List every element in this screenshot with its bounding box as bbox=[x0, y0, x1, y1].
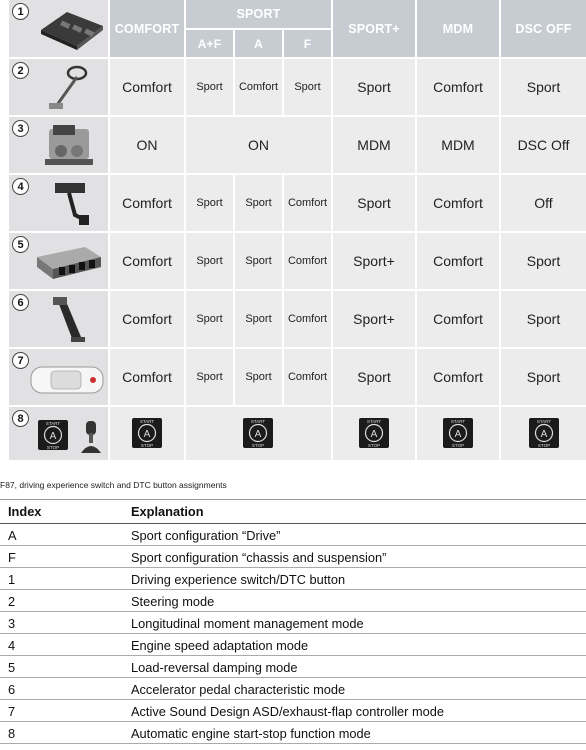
row-7-dsc-off: Sport bbox=[501, 349, 586, 405]
start-stop-letter: A bbox=[454, 429, 462, 440]
row-index: 7 bbox=[8, 704, 16, 719]
row-6-comfort: Comfort bbox=[110, 291, 184, 347]
row-6-sport-a: Sport bbox=[235, 291, 282, 347]
row-5-dsc-off: Sport bbox=[501, 233, 586, 289]
row-2-mdm: Comfort bbox=[417, 59, 499, 115]
dsc-unit-picture bbox=[37, 123, 99, 169]
row-index: 1 bbox=[8, 572, 16, 587]
row-2-sport-plus: Sport bbox=[333, 59, 415, 115]
start-stop-letter: A bbox=[540, 429, 548, 440]
row-6-mdm: Comfort bbox=[417, 291, 499, 347]
row-3-index-cell bbox=[9, 117, 108, 173]
start-stop-button-picture bbox=[38, 420, 68, 450]
row-8-dsc-off bbox=[501, 407, 586, 460]
row-2-sport-f: Sport bbox=[284, 59, 331, 115]
figure-caption: F87, driving experience switch and DTC button assignments bbox=[0, 480, 227, 490]
stop-label: STOP bbox=[537, 443, 551, 448]
row-5-sport-a: Sport bbox=[235, 233, 282, 289]
start-label: START bbox=[139, 419, 155, 424]
start-stop-button-picture bbox=[359, 418, 389, 448]
start-stop-letter: A bbox=[254, 429, 262, 440]
row-3-comfort: ON bbox=[110, 117, 184, 173]
row-6-index-cell bbox=[9, 291, 108, 347]
row-explanation: Accelerator pedal characteristic mode bbox=[131, 682, 346, 697]
start-stop-letter: A bbox=[370, 429, 378, 440]
row-6-sport-f: Comfort bbox=[284, 291, 331, 347]
steering-column-picture bbox=[39, 63, 99, 113]
row-index: 2 bbox=[8, 594, 16, 609]
header-sport: SPORT bbox=[186, 0, 331, 28]
start-label: START bbox=[536, 419, 552, 424]
row-7-mdm: Comfort bbox=[417, 349, 499, 405]
start-stop-letter: A bbox=[143, 429, 151, 440]
header-sport-f: F bbox=[284, 30, 331, 57]
row-index: 8 bbox=[8, 726, 16, 741]
row-4-sport-f: Comfort bbox=[284, 175, 331, 231]
row-3-mdm: MDM bbox=[417, 117, 499, 173]
row-explanation: Engine speed adaptation mode bbox=[131, 638, 309, 653]
row-explanation: Automatic engine start-stop function mode bbox=[131, 726, 371, 741]
row-4-sport-plus: Sport bbox=[333, 175, 415, 231]
car-top-view-picture bbox=[29, 363, 105, 397]
row-3-sport-plus: MDM bbox=[333, 117, 415, 173]
header-index: Index bbox=[8, 504, 42, 519]
start-label: START bbox=[366, 419, 382, 424]
row-2-sport-a: Comfort bbox=[235, 59, 282, 115]
header-sport-af: A+F bbox=[186, 30, 233, 57]
index-badge: 1 bbox=[12, 3, 29, 20]
row-explanation: Active Sound Design ASD/exhaust-flap controller mode bbox=[131, 704, 444, 719]
start-label: START bbox=[250, 419, 266, 424]
row-4-index-cell bbox=[9, 175, 108, 231]
stop-label: STOP bbox=[451, 443, 465, 448]
start-stop-letter: A bbox=[49, 431, 57, 442]
row-1-index-cell bbox=[9, 0, 108, 57]
row-explanation: Sport configuration “chassis and suspension” bbox=[131, 550, 387, 565]
row-4-sport-a: Sport bbox=[235, 175, 282, 231]
index-badge: 4 bbox=[12, 178, 29, 195]
row-7-index-cell bbox=[9, 349, 108, 405]
stop-label: STOP bbox=[140, 443, 154, 448]
row-4-comfort: Comfort bbox=[110, 175, 184, 231]
stop-label: STOP bbox=[251, 443, 265, 448]
table-row bbox=[0, 524, 586, 546]
index-badge: 7 bbox=[12, 352, 29, 369]
start-label: START bbox=[45, 421, 61, 426]
row-5-mdm: Comfort bbox=[417, 233, 499, 289]
row-8-comfort bbox=[110, 407, 184, 460]
row-2-dsc-off: Sport bbox=[501, 59, 586, 115]
clutch-pedal-picture bbox=[39, 179, 99, 229]
row-explanation: Driving experience switch/DTC button bbox=[131, 572, 346, 587]
start-stop-button-picture bbox=[132, 418, 162, 448]
start-stop-button-picture bbox=[529, 418, 559, 448]
row-7-sport-f: Comfort bbox=[284, 349, 331, 405]
header-sport-a: A bbox=[235, 30, 282, 57]
index-badge: 6 bbox=[12, 294, 29, 311]
row-explanation: Sport configuration “Drive” bbox=[131, 528, 281, 543]
row-6-dsc-off: Sport bbox=[501, 291, 586, 347]
table-header-row bbox=[0, 500, 586, 524]
stop-label: STOP bbox=[46, 445, 60, 450]
index-badge: 2 bbox=[12, 62, 29, 79]
start-label: START bbox=[450, 419, 466, 424]
row-4-sport-af: Sport bbox=[186, 175, 233, 231]
row-index: F bbox=[8, 550, 16, 565]
start-stop-button-picture bbox=[443, 418, 473, 448]
row-7-sport-af: Sport bbox=[186, 349, 233, 405]
row-7-sport-a: Sport bbox=[235, 349, 282, 405]
index-badge: 5 bbox=[12, 236, 29, 253]
row-5-sport-plus: Sport+ bbox=[333, 233, 415, 289]
header-explanation: Explanation bbox=[131, 504, 204, 519]
row-6-sport-af: Sport bbox=[186, 291, 233, 347]
row-7-sport-plus: Sport bbox=[333, 349, 415, 405]
table-row bbox=[0, 656, 586, 678]
table-row bbox=[0, 722, 586, 744]
index-badge: 8 bbox=[12, 410, 29, 427]
row-index: 4 bbox=[8, 638, 16, 653]
row-index: A bbox=[8, 528, 17, 543]
table-row bbox=[0, 546, 586, 568]
driving-experience-switch-picture bbox=[37, 6, 107, 52]
index-badge: 3 bbox=[12, 120, 29, 137]
table-row bbox=[0, 568, 586, 590]
row-5-index-cell bbox=[9, 233, 108, 289]
row-3-sport: ON bbox=[186, 117, 331, 173]
row-explanation: Longitudinal moment management mode bbox=[131, 616, 364, 631]
stop-label: STOP bbox=[367, 443, 381, 448]
header-sport-plus: SPORT+ bbox=[333, 0, 415, 57]
row-8-index-cell bbox=[9, 407, 108, 460]
gear-selector-picture bbox=[79, 419, 103, 455]
row-4-dsc-off: Off bbox=[501, 175, 586, 231]
row-2-index-cell bbox=[9, 59, 108, 115]
header-dsc-off: DSC OFF bbox=[501, 0, 586, 57]
row-explanation: Steering mode bbox=[131, 594, 215, 609]
row-8-sport-plus bbox=[333, 407, 415, 460]
row-explanation: Load-reversal damping mode bbox=[131, 660, 298, 675]
table-row bbox=[0, 612, 586, 634]
table-row bbox=[0, 590, 586, 612]
row-2-sport-af: Sport bbox=[186, 59, 233, 115]
table-row bbox=[0, 634, 586, 656]
row-index: 6 bbox=[8, 682, 16, 697]
row-index: 3 bbox=[8, 616, 16, 631]
row-index: 5 bbox=[8, 660, 16, 675]
row-5-comfort: Comfort bbox=[110, 233, 184, 289]
engine-control-unit-picture bbox=[33, 243, 105, 283]
header-mdm: MDM bbox=[417, 0, 499, 57]
table-row bbox=[0, 678, 586, 700]
row-5-sport-f: Comfort bbox=[284, 233, 331, 289]
start-stop-button-picture bbox=[243, 418, 273, 448]
row-8-mdm bbox=[417, 407, 499, 460]
row-6-sport-plus: Sport+ bbox=[333, 291, 415, 347]
row-5-sport-af: Sport bbox=[186, 233, 233, 289]
row-8-sport bbox=[186, 407, 331, 460]
row-4-mdm: Comfort bbox=[417, 175, 499, 231]
header-comfort: COMFORT bbox=[110, 0, 184, 57]
row-3-dsc-off: DSC Off bbox=[501, 117, 586, 173]
table-row bbox=[0, 700, 586, 722]
row-7-comfort: Comfort bbox=[110, 349, 184, 405]
accelerator-pedal-picture bbox=[41, 295, 97, 345]
row-2-comfort: Comfort bbox=[110, 59, 184, 115]
